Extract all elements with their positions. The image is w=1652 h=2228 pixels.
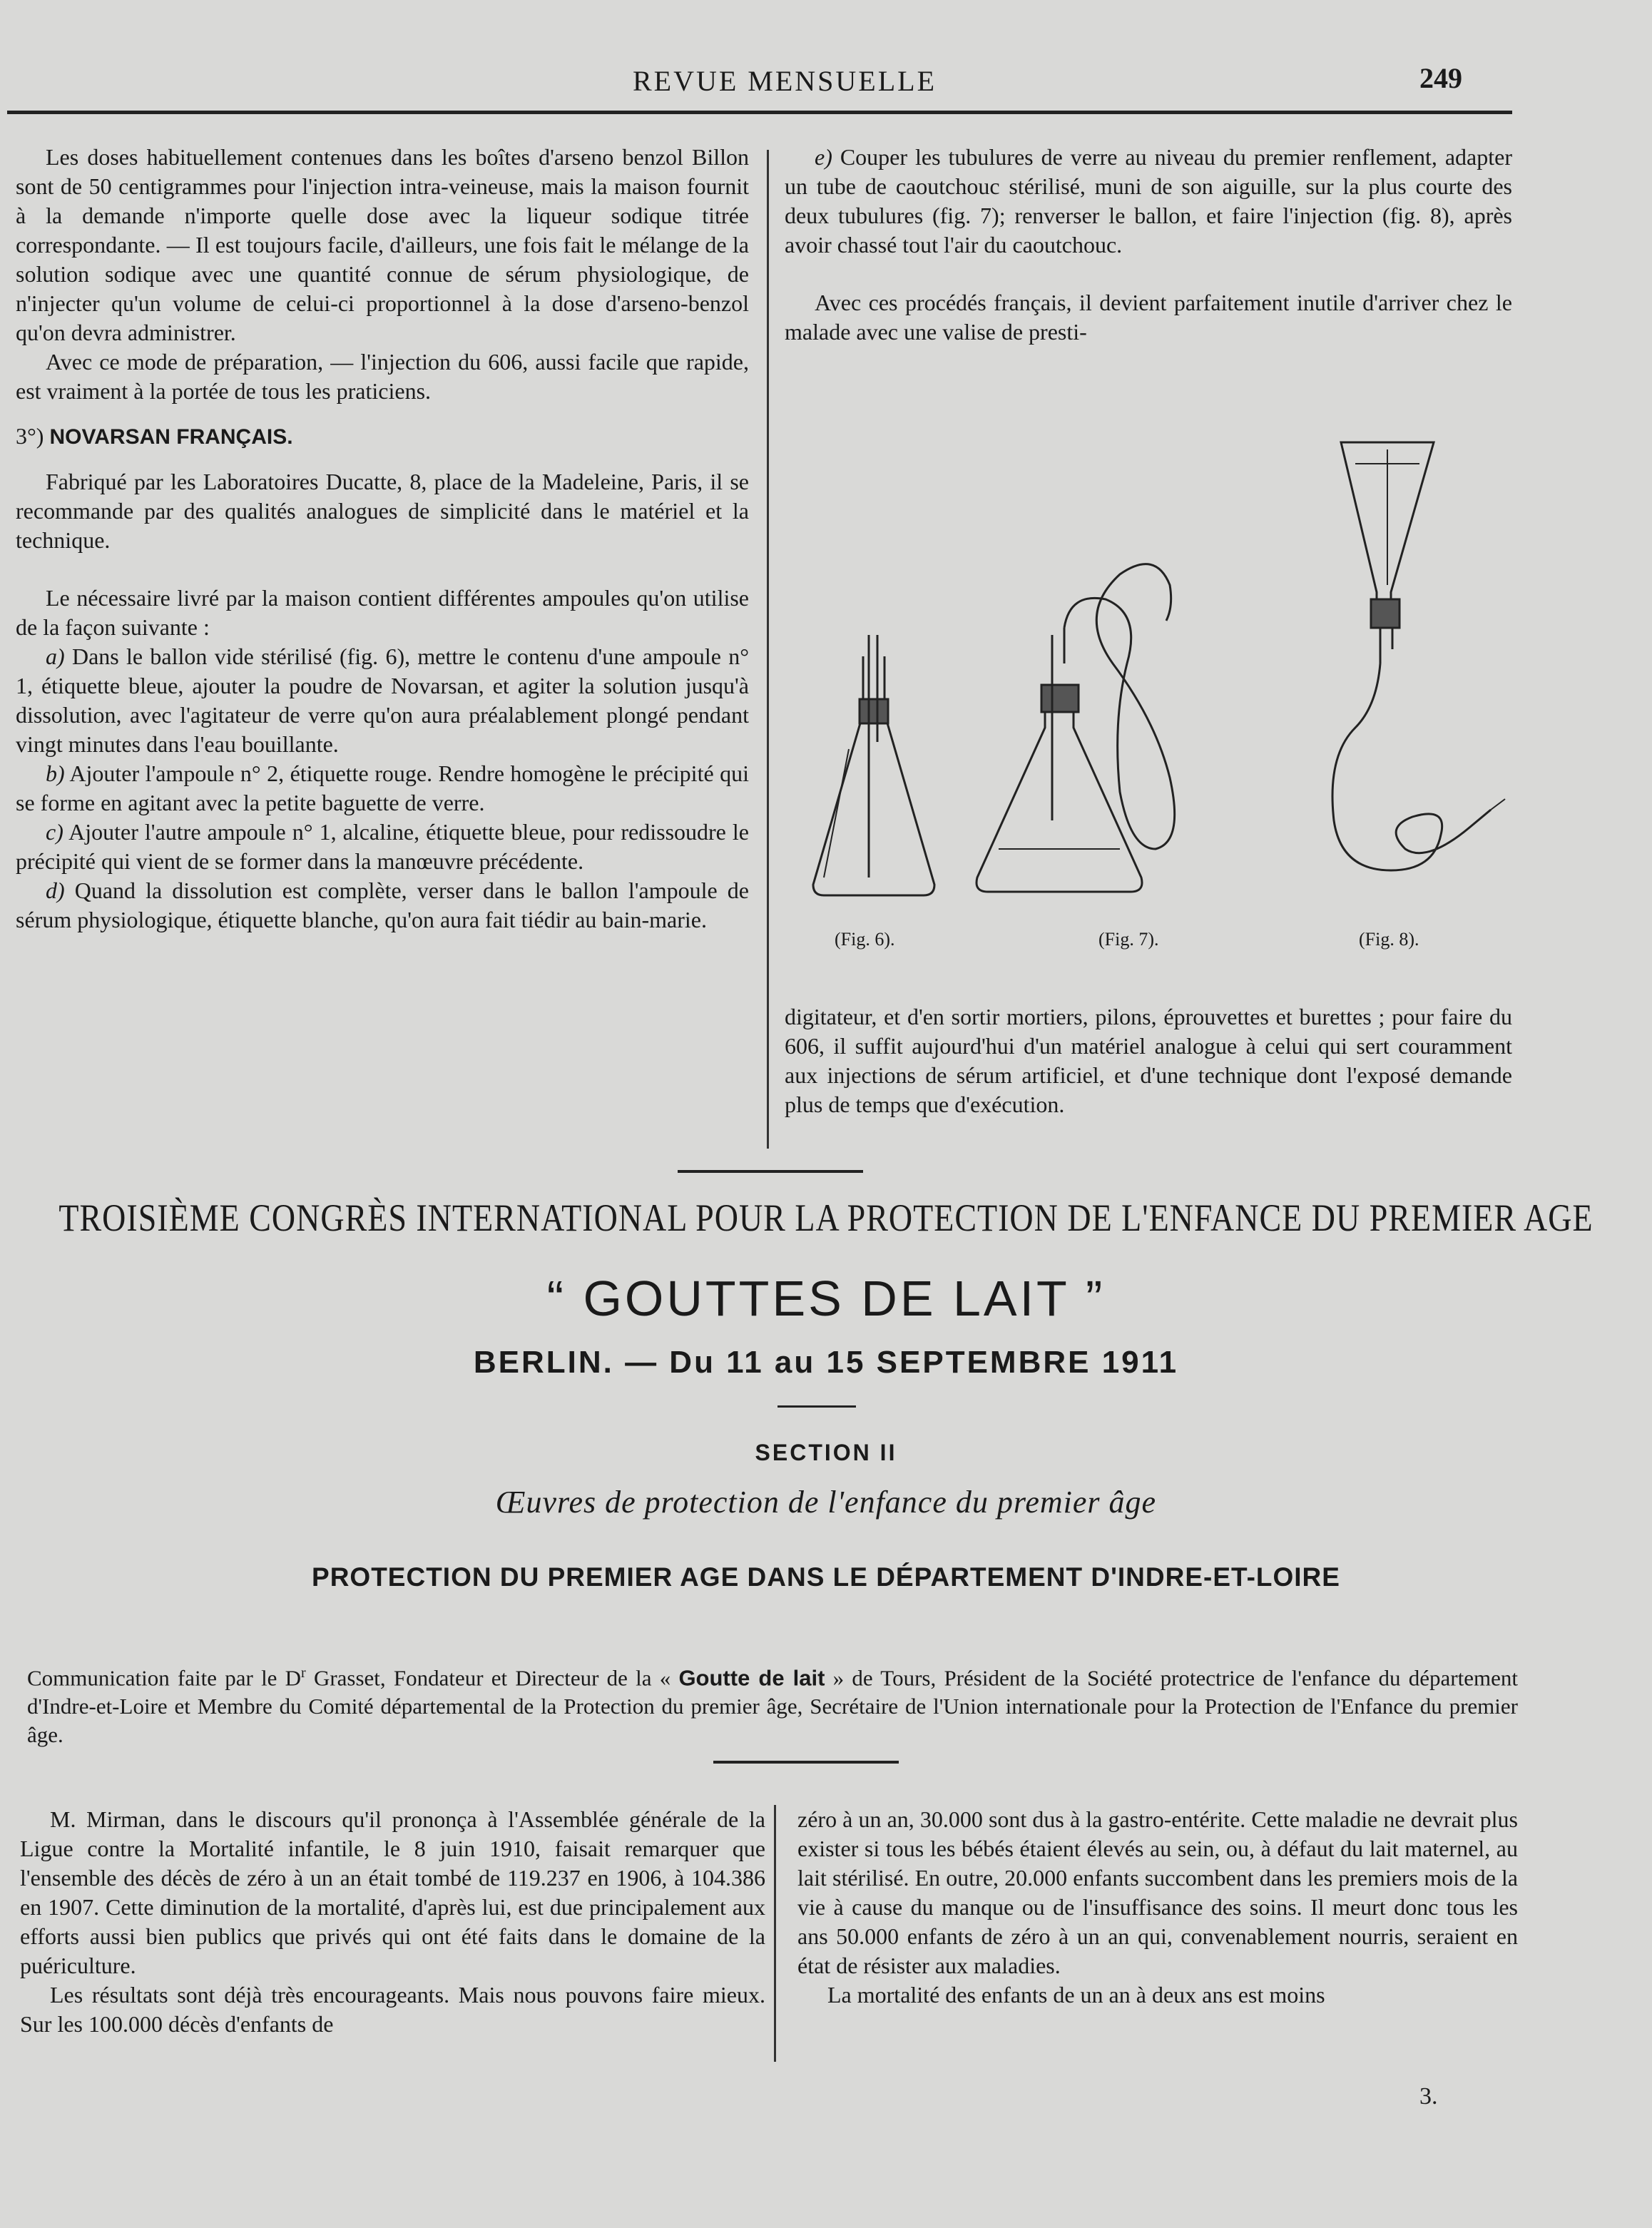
right-column-continuation (785, 1002, 1512, 1119)
figures-block (785, 421, 1512, 963)
congress-title: TROISIÈME CONGRÈS INTERNATIONAL POUR LA PROTECTION DE L'ENFANCE DU PREMIER AGE (58, 1196, 1594, 1239)
step-c-text: Ajouter l'autre ampoule n° 1, alcaline, étiquette bleue, pour redissoudre le précipité qui vient de se former dans la manœuvre précédente. (16, 819, 749, 874)
step-a-letter: a) (46, 644, 65, 669)
paragraph-mode-preparation: Avec ce mode de préparation, — l'injection du 606, aussi facile que rapide, est vraiment à la portée de tous les praticiens. (16, 349, 749, 404)
congress-dates: BERLIN. — Du 11 au 15 SEPTEMBRE 1911 (473, 1345, 1179, 1380)
subheading-label: NOVARSAN FRANÇAIS. (49, 425, 293, 449)
step-b-letter: b) (46, 761, 65, 786)
left-column-top (16, 143, 749, 935)
inverted-flask-fig8-icon (1332, 442, 1505, 870)
step-b (16, 759, 749, 818)
column-divider-bottom (774, 1805, 776, 2062)
comm-sup: r (301, 1665, 306, 1681)
paragraph-necessaire: Le nécessaire livré par la maison contient différentes ampoules qu'on utilise de la façon suivante : (16, 585, 749, 640)
paragraph-procedes: Avec ces procédés français, il devient parfaitement inutile d'arriver chez le malade avec une valise de presti- (785, 290, 1512, 345)
step-c (16, 818, 749, 876)
right-column-bottom (797, 1805, 1518, 2010)
article-title: PROTECTION DU PREMIER AGE DANS LE DÉPARTEMENT D'INDRE-ET-LOIRE (312, 1562, 1340, 1592)
caption-fig8: (Fig. 8). (1359, 929, 1419, 950)
comm-post: » de Tours, Président de la Société protectrice de l'enfance du département d'Indre-et-Loire et Membre du Comité départemental de la Protection du premier âge, Secrétaire de l'Union internationale pour la Protection de l'Enfance du premier âge. (27, 1665, 1518, 1748)
gouttes-de-lait-title: “ GOUTTES DE LAIT ” (546, 1271, 1106, 1326)
paragraph-resultats: Les résultats sont déjà très encourageants. Mais nous pouvons faire mieux. Sur les 100.000 décès d'enfants de (20, 1982, 765, 2037)
page-number: 249 (1419, 62, 1462, 94)
credit-rule (713, 1761, 899, 1764)
section-title: Œuvres de protection de l'enfance du premier âge (495, 1485, 1157, 1520)
step-e-letter: e) (815, 144, 832, 170)
comm-mid: Grasset, Fondateur et Directeur de la « (305, 1665, 679, 1691)
section-rule (678, 1170, 863, 1173)
paragraph-zero-a-un-an: zéro à un an, 30.000 sont dus à la gastro-entérite. Cette maladie ne devrait plus exister si tous les bébés étaient élevés au sein, ou, à défaut du lait maternel, au lait stérilisé. En outre, 20.000 enfants succombent dans les premiers mois de la vie à cause du manque ou de l'insuffisance des soins. Il meurt donc tous les ans 50.000 enfants de zéro à un an qui, convenablement nourris, seraient en état de résister aux maladies. (797, 1806, 1518, 1978)
step-e-text: Couper les tubulures de verre au niveau du premier renflement, adapter un tube de caoutchouc stérilisé, muni de son aiguille, sur la plus courte des deux tubulures (fig. 7); renverser le ballon, et faire l'injection (fig. 8), après avoir chassé tout l'air du caoutchouc. (785, 144, 1513, 258)
subheading-novarsan (16, 422, 749, 452)
paragraph-mirman: M. Mirman, dans le discours qu'il prononça à l'Assemblée générale de la Ligue contre la Mortalité infantile, le 8 juin 1910, faisait remarquer que l'ensemble des décès de zéro à un an était tombé de 119.237 en 1906, à 104.386 en 1907. Cette diminution de la mortalité, d'après lui, est due principalement aux efforts aussi bien publics que privés qui ont été faits dans le domaine de la puériculture. (20, 1806, 765, 1978)
figures-illustration (785, 421, 1512, 963)
header-rule (7, 111, 1512, 114)
comm-pre: Communication faite par le D (27, 1665, 302, 1691)
subheading-number: 3°) (16, 423, 44, 449)
step-d-letter: d) (46, 878, 65, 903)
step-c-letter: c) (46, 819, 63, 845)
section-label: SECTION II (755, 1440, 897, 1465)
step-e (785, 143, 1512, 260)
signature-mark: 3. (1419, 2083, 1438, 2110)
communication-credit (27, 1659, 1518, 1749)
comm-bold: Goutte de lait (678, 1665, 825, 1691)
step-a (16, 642, 749, 759)
paragraph-digitateur: digitateur, et d'en sortir mortiers, pilons, éprouvettes et burettes ; pour faire du 606, il suffit aujourd'hui d'un matériel analogue à celui qui sert couramment aux injections de sérum artificiel, et d'une technique dont l'exposé demande plus de temps que d'exécution. (785, 1004, 1512, 1117)
caption-fig7: (Fig. 7). (1098, 929, 1159, 950)
paragraph-fabrique: Fabriqué par les Laboratoires Ducatte, 8, place de la Madeleine, Paris, il se recommande par des qualités analogues de simplicité dans le matériel et la technique. (16, 469, 749, 553)
column-divider-top (767, 150, 769, 1149)
flask-tube-fig7-icon (977, 564, 1175, 892)
right-column-top (785, 143, 1512, 347)
step-d (16, 876, 749, 935)
paragraph-mortalite: La mortalité des enfants de un an à deux ans est moins (827, 1982, 1325, 2008)
step-a-text: Dans le ballon vide stérilisé (fig. 6), mettre le contenu d'une ampoule n° 1, étiquette bleue, ajouter la poudre de Novarsan, et agiter la solution jusqu'à dissolution, avec l'agitateur de verre qu'on aura préalablement plongé pendant vingt minutes dans l'eau bouillante. (16, 644, 750, 757)
left-column-bottom (20, 1805, 765, 2039)
dates-rule (777, 1405, 856, 1408)
caption-fig6: (Fig. 6). (835, 929, 895, 950)
paragraph-doses: Les doses habituellement contenues dans les boîtes d'arseno benzol Billon sont de 50 centigrammes pour l'injection intra-veineuse, mais la maison fournit à la demande n'importe quelle dose avec la liqueur sodique titrée correspondante. — Il est toujours facile, d'ailleurs, une fois fait le mélange de la solution sodique avec une quantité connue de sérum physiologique, de n'injecter qu'un volume de celui-ci proportionnel à la dose d'arseno-benzol qu'on devra administrer. (16, 144, 749, 345)
flask-fig6-icon (813, 635, 934, 895)
running-header-title: REVUE MENSUELLE (632, 65, 937, 97)
step-d-text: Quand la dissolution est complète, verser dans le ballon l'ampoule de sérum physiologique, étiquette blanche, qu'on aura fait tiédir au bain-marie. (16, 878, 749, 932)
step-b-text: Ajouter l'ampoule n° 2, étiquette rouge. Rendre homogène le précipité qui se forme en agitant avec la petite baguette de verre. (16, 761, 750, 815)
